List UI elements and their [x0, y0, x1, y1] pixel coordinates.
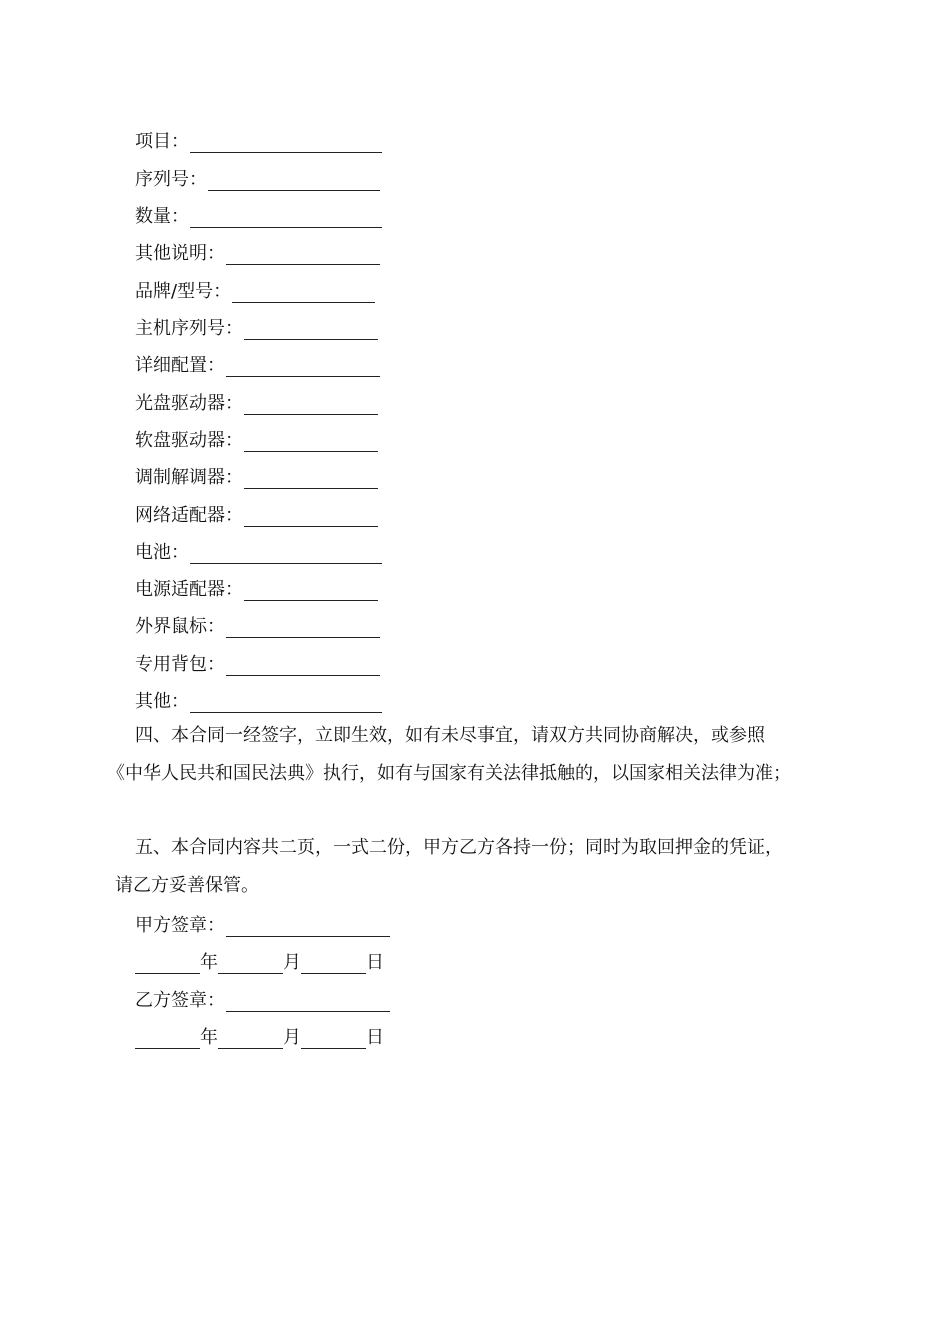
field-blank-line[interactable]	[190, 132, 382, 153]
field-label: 项目：	[135, 131, 189, 152]
party-a-signature	[135, 907, 390, 937]
field-detailed-config	[135, 347, 380, 377]
field-blank-line[interactable]	[226, 655, 380, 676]
field-label: 外界鼠标：	[135, 616, 225, 637]
field-label: 主机序列号：	[135, 318, 243, 339]
field-floppy-drive	[135, 422, 378, 452]
field-label: 网络适配器：	[135, 505, 243, 526]
field-blank-line[interactable]	[208, 170, 380, 191]
field-blank-line[interactable]	[226, 244, 380, 265]
month-blank[interactable]	[218, 953, 283, 974]
field-blank-line[interactable]	[244, 319, 378, 340]
party-a-date	[135, 944, 384, 974]
year-blank[interactable]	[135, 953, 200, 974]
year-label: 年	[200, 952, 218, 973]
field-label: 电池：	[135, 542, 189, 563]
field-label: 其他：	[135, 691, 189, 712]
field-label: 详细配置：	[135, 355, 225, 376]
clause-four-line-2: 《中华人民共和国民法典》执行，如有与国家有关法律抵触的，以国家相关法律为准；	[107, 763, 791, 784]
field-host-serial	[135, 310, 378, 340]
field-label: 软盘驱动器：	[135, 430, 243, 451]
day-blank[interactable]	[301, 1028, 366, 1049]
field-label: 专用背包：	[135, 654, 225, 675]
field-battery	[135, 534, 382, 564]
clause-five-line-2: 请乙方妥善保管。	[115, 875, 259, 896]
field-serial-number	[135, 161, 380, 191]
field-blank-line[interactable]	[244, 431, 378, 452]
field-blank-line[interactable]	[190, 692, 382, 713]
day-blank[interactable]	[301, 953, 366, 974]
field-brand-model	[135, 273, 375, 303]
month-label: 月	[283, 1027, 301, 1048]
party-b-date	[135, 1019, 384, 1049]
field-blank-line[interactable]	[244, 468, 378, 489]
party-b-signature	[135, 982, 390, 1012]
party-b-signature-line[interactable]	[226, 991, 390, 1012]
field-label: 其他说明：	[135, 243, 225, 264]
month-blank[interactable]	[218, 1028, 283, 1049]
day-label: 日	[366, 1027, 384, 1048]
field-other-notes	[135, 235, 380, 265]
field-carry-bag	[135, 646, 380, 676]
party-a-signature-label: 甲方签章：	[135, 915, 225, 936]
day-label: 日	[366, 952, 384, 973]
field-other	[135, 683, 382, 713]
field-blank-line[interactable]	[226, 617, 380, 638]
party-b-signature-label: 乙方签章：	[135, 990, 225, 1011]
field-blank-line[interactable]	[190, 207, 382, 228]
field-blank-line[interactable]	[244, 506, 378, 527]
field-quantity	[135, 198, 382, 228]
field-blank-line[interactable]	[244, 580, 378, 601]
clause-five-line-1: 五、本合同内容共二页，一式二份，甲方乙方各持一份；同时为取回押金的凭证，	[135, 837, 783, 858]
field-project	[135, 123, 382, 153]
party-a-signature-line[interactable]	[226, 916, 390, 937]
field-blank-line[interactable]	[226, 356, 380, 377]
field-label: 调制解调器：	[135, 467, 243, 488]
year-blank[interactable]	[135, 1028, 200, 1049]
field-label: 品牌/型号：	[135, 281, 232, 302]
field-label: 光盘驱动器：	[135, 393, 243, 414]
field-blank-line[interactable]	[244, 394, 378, 415]
year-label: 年	[200, 1027, 218, 1048]
field-blank-line[interactable]	[232, 282, 375, 303]
field-label: 数量：	[135, 206, 189, 227]
field-label: 序列号：	[135, 169, 207, 190]
field-optical-drive	[135, 385, 378, 415]
field-power-adapter	[135, 571, 378, 601]
clause-four-line-1: 四、本合同一经签字，立即生效，如有未尽事宜，请双方共同协商解决，或参照	[135, 725, 765, 746]
field-external-mouse	[135, 608, 380, 638]
field-network-adapter	[135, 497, 378, 527]
month-label: 月	[283, 952, 301, 973]
field-label: 电源适配器：	[135, 579, 243, 600]
field-blank-line[interactable]	[190, 543, 382, 564]
field-modem	[135, 459, 378, 489]
